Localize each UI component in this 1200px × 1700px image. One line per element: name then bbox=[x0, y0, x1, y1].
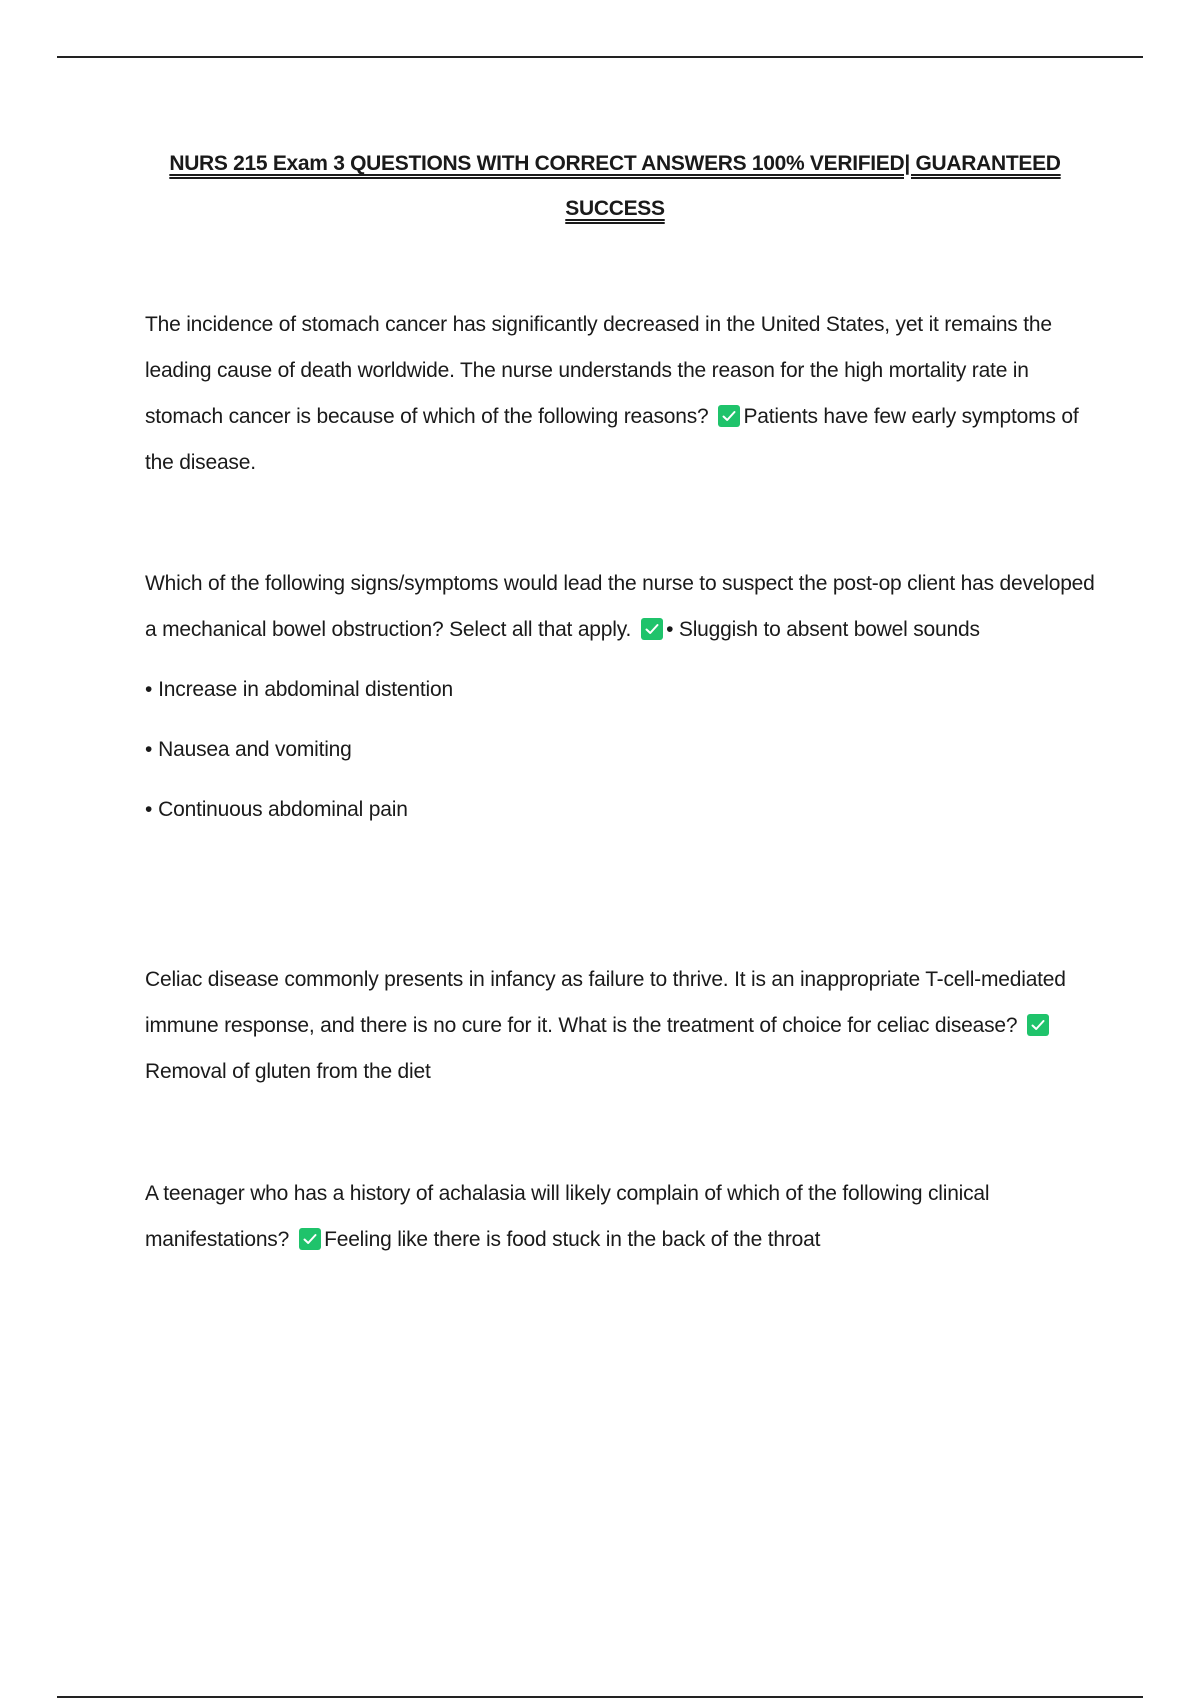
answer-text: Removal of gluten from the diet bbox=[145, 1060, 431, 1083]
bullet-icon: • bbox=[145, 678, 153, 701]
check-icon bbox=[641, 618, 663, 640]
answer-text: • Sluggish to absent bowel sounds bbox=[666, 618, 980, 641]
answer-bullet-list bbox=[145, 667, 1095, 833]
question-text: Celiac disease commonly presents in infancy as failure to thrive. It is an inappropriate T-cell-mediated immune response, and there is no cure for it. What is the treatment of choice for celiac disease? bbox=[145, 968, 1066, 1037]
question-text: A teenager who has a history of achalasia will likely complain of which of the following clinical manifestations? bbox=[145, 1182, 990, 1251]
bottom-rule bbox=[57, 1696, 1143, 1698]
check-icon bbox=[718, 405, 740, 427]
list-item: • Increase in abdominal distention bbox=[145, 678, 453, 701]
question-block-2 bbox=[145, 561, 1095, 847]
bullet-icon: • bbox=[145, 798, 153, 821]
question-block-1 bbox=[145, 302, 1095, 486]
question-block-3 bbox=[145, 957, 1095, 1095]
question-text: The incidence of stomach cancer has significantly decreased in the United States, yet it remains the leading cause of death worldwide. The nurse understands the reason for the high mortality rate in stomach cancer is because of which of the following reasons? bbox=[145, 313, 1052, 428]
top-rule bbox=[57, 56, 1143, 58]
answer-text: Feeling like there is food stuck in the back of the throat bbox=[324, 1228, 821, 1251]
bullet-icon: • bbox=[145, 738, 153, 761]
document-title: NURS 215 Exam 3 QUESTIONS WITH CORRECT ANSWERS 100% VERIFIED| GUARANTEED SUCCESS bbox=[169, 152, 1061, 220]
question-text: Which of the following signs/symptoms would lead the nurse to suspect the post-op client has developed a mechanical bowel obstruction? Select all that apply. bbox=[145, 572, 1095, 641]
list-item: • Continuous abdominal pain bbox=[145, 798, 408, 821]
question-block-4 bbox=[145, 1171, 1095, 1263]
answer-text: Patients have few early symptoms of the disease. bbox=[145, 405, 1079, 474]
list-item: • Nausea and vomiting bbox=[145, 738, 352, 761]
check-icon bbox=[299, 1228, 321, 1250]
check-icon bbox=[1027, 1014, 1049, 1036]
